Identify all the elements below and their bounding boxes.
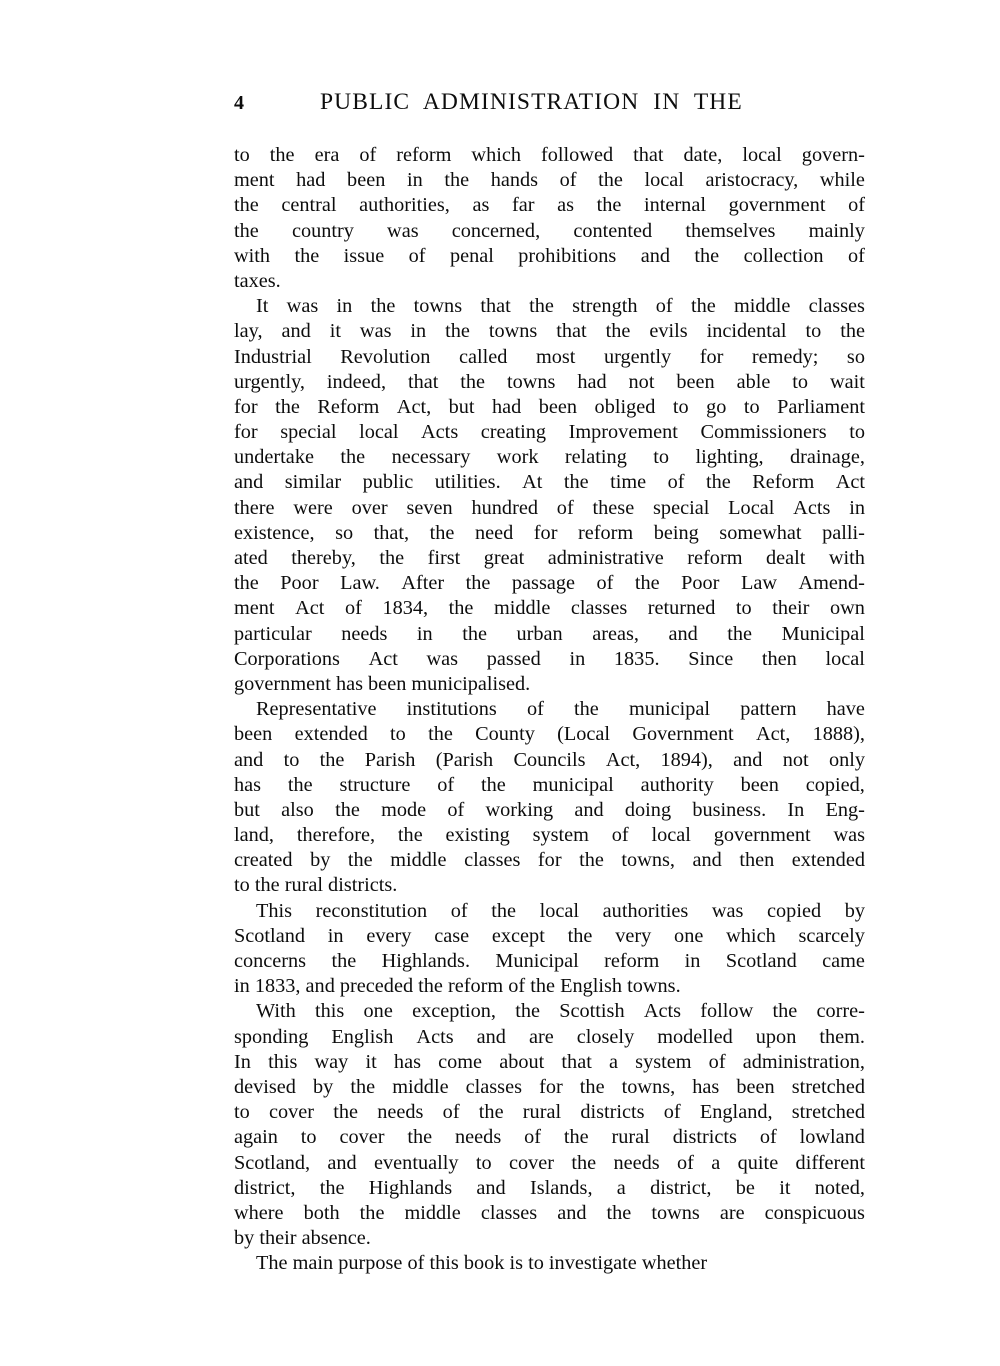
running-head-title: PUBLIC ADMINISTRATION IN THE xyxy=(320,89,743,115)
paragraph xyxy=(234,1251,865,1276)
text-line: the Poor Law. After the passage of the Poor Law Amend- xyxy=(234,572,865,595)
paragraph xyxy=(234,999,865,1251)
text-line: land, therefore, the existing system of local government was xyxy=(234,824,865,847)
text-line: to the era of reform which followed that date, local govern- xyxy=(234,144,865,166)
paragraph xyxy=(234,697,865,899)
text-line: Industrial Revolution called most urgently for remedy; so xyxy=(234,345,865,368)
running-head xyxy=(234,88,864,118)
text-line: Representative institutions of the municipal pattern have xyxy=(256,698,865,721)
text-line: taxes. xyxy=(234,269,281,292)
text-line: sponding English Acts and are closely modelled upon them. xyxy=(234,1025,865,1048)
text-line: district, the Highlands and Islands, a district, be it noted, xyxy=(234,1176,865,1199)
body-text xyxy=(234,143,865,1276)
text-line: government has been municipalised. xyxy=(234,672,531,695)
text-line: particular needs in the urban areas, and the Municipal xyxy=(234,622,865,645)
text-line: in 1833, and preceded the reform of the English towns. xyxy=(234,975,681,998)
page-number: 4 xyxy=(234,92,245,114)
text-line: has the structure of the municipal authority been copied, xyxy=(234,773,865,796)
text-line: existence, so that, the need for reform being somewhat palli- xyxy=(234,521,865,544)
text-line: but also the mode of working and doing business. In Eng- xyxy=(234,798,865,821)
paragraph xyxy=(234,899,865,1000)
text-line: and to the Parish (Parish Councils Act, 1894), and not only xyxy=(234,748,865,771)
text-line: where both the middle classes and the towns are conspicuous xyxy=(234,1201,865,1224)
text-line: the central authorities, as far as the internal government of xyxy=(234,194,865,217)
text-line: Scotland, and eventually to cover the needs of a quite different xyxy=(234,1151,865,1174)
text-line: Scotland in every case except the very one which scarcely xyxy=(234,924,865,947)
text-line: with the issue of penal prohibitions and the collection of xyxy=(234,244,865,267)
text-line: created by the middle classes for the towns, and then extended xyxy=(234,849,865,872)
text-line: by their absence. xyxy=(234,1227,371,1250)
text-line: concerns the Highlands. Municipal reform in Scotland came xyxy=(234,950,865,972)
text-line: lay, and it was in the towns that the evils incidental to the xyxy=(234,320,865,343)
paragraph xyxy=(234,294,865,697)
text-line: undertake the necessary work relating to lighting, drainage, xyxy=(234,446,865,469)
text-line: been extended to the County (Local Government Act, 1888), xyxy=(234,723,865,746)
text-line: for the Reform Act, but had been obliged to go to Parliament xyxy=(234,395,865,418)
text-line: again to cover the needs of the rural districts of lowland xyxy=(234,1126,865,1149)
text-line: ated thereby, the first great administrative reform dealt with xyxy=(234,547,865,569)
text-line: It was in the towns that the strength of the middle classes xyxy=(256,295,865,318)
text-line: In this way it has come about that a system of administration, xyxy=(234,1050,865,1073)
text-line: ment had been in the hands of the local aristocracy, while xyxy=(234,169,865,192)
text-line: With this one exception, the Scottish Acts follow the corre- xyxy=(256,1000,865,1023)
text-line: the country was concerned, contented themselves mainly xyxy=(234,219,865,242)
text-line: urgently, indeed, that the towns had not been able to wait xyxy=(234,370,865,393)
text-line: ment Act of 1834, the middle classes returned to their own xyxy=(234,597,865,620)
text-line: to cover the needs of the rural districts of England, stretched xyxy=(234,1101,865,1124)
paragraph xyxy=(234,143,865,294)
text-line: for special local Acts creating Improvement Commissioners to xyxy=(234,421,865,444)
text-line: devised by the middle classes for the towns, has been stretched xyxy=(234,1075,865,1098)
text-line: there were over seven hundred of these special Local Acts in xyxy=(234,496,865,519)
text-line: Corporations Act was passed in 1835. Since then local xyxy=(234,647,865,670)
text-line: and similar public utilities. At the time of the Reform Act xyxy=(234,471,865,494)
text-line: This reconstitution of the local authorities was copied by xyxy=(256,899,865,922)
text-line: The main purpose of this book is to investigate whether xyxy=(256,1252,708,1275)
text-line: to the rural districts. xyxy=(234,874,398,897)
